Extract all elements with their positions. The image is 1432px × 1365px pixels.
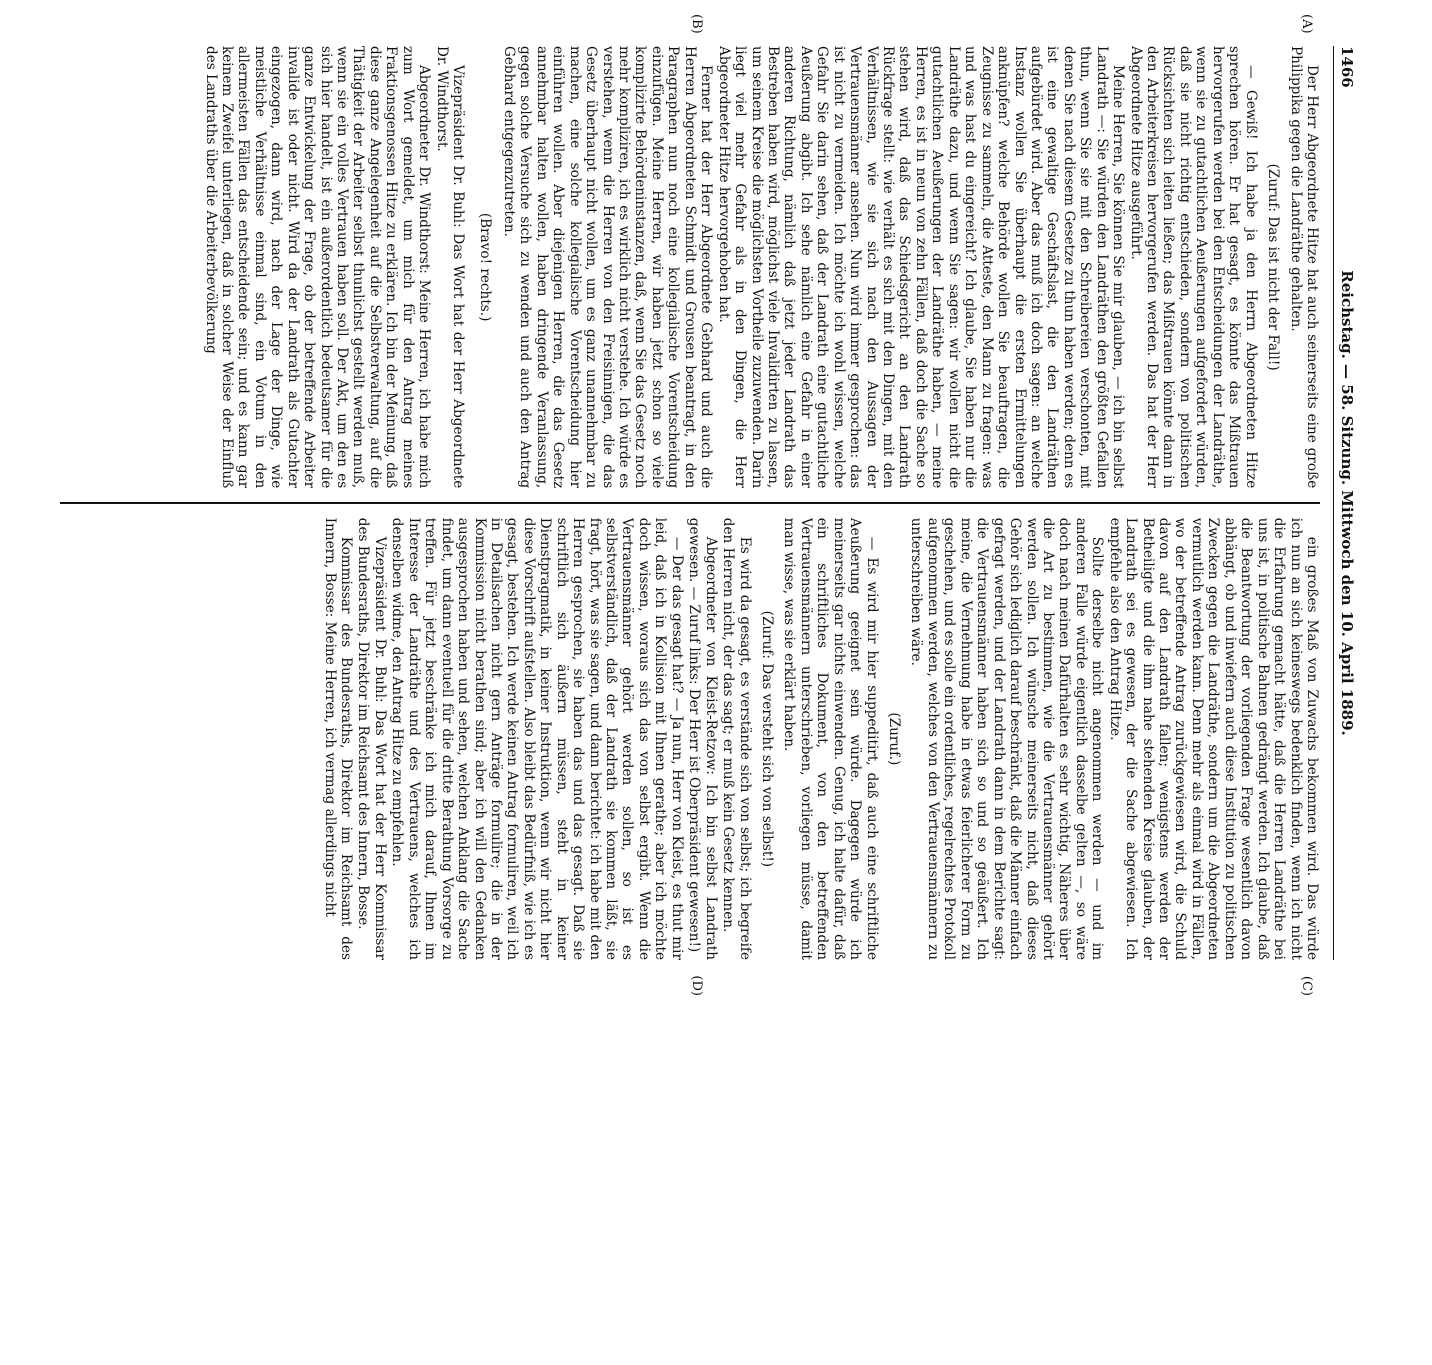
right-column (60, 518, 1320, 960)
paragraph: — Der das gesagt hat? — Ja nun, Herr von Kleist, es thut mir leid, daß ich in Kollision mit Ihnen gerathe; aber ich möchte doch wissen, woraus sich das von selbst ergibt. Wenn die Vertrauensmänner gehört werden sollen, so ist es selbstverständlich, daß der Landrath sie kommen läßt, sie fragt, hört, was sie sagen, und dann berichtet: ich habe mit den Herren gesprochen, sie haben das und das gesagt. Daß sie schriftlich sich äußern müssen, steht in keiner Dienstpragmatik, in keiner Instruktion, wenn wir nicht hier diese Vorschrift aufstellen. Also bleibt das Bedürfniß, wie ich es gesagt, bestehen. Ich werde keinen Antrag formuliren, weil ich in Detailsachen nicht gern Anträge formulire; die in der Kommission nicht berathen sind; aber ich will den Gedanken ausgesprochen haben und sehen, welchen Anklang die Sache findet, um dann eventuell für die dritte Berathung Vorsorge zu treffen. Für jetzt beschränke ich mich darauf, Ihnen im Interesse der Landräthe und des Vertrauens, welches ich denselben widme, den Antrag Hitze zu empfehlen. (389, 517, 685, 960)
paragraph: Der Herr Abgeordnete Hitze hat auch seinerseits eine große Philippika gegen die Landräthe gehalten. (1287, 46, 1320, 489)
paragraph: ein großes Maß von Zuwachs bekommen wird. Das würde ich nun an sich keineswegs bedenklich finden, wenn ich nicht die Erfahrung gemacht hätte, daß die Herren Landräthe bei uns ist, in politische Bahnen gedrängt werden. Ich glaube, daß die Beantwortung der vorliegenden Frage wesentlich davon abhängt, ob und inwiefern auch diese Institution zu politischen Zwecken gegen die Landräthe, sondern um die Abgeordneten vermutlich werden kann. Denn mehr als einmal wird in Fällen, wo der betreffende Antrag zurückgewiesen wird, die Schuld davon auf den Landrath fallen; wenigstens werden der Betheiligte und die ihm nahe stehenden Kreise glauben, der Landrath sei es gewesen, der die Sache abgewiesen. Ich empfehle also den Antrag Hitze. (1106, 517, 1320, 960)
speaker-paragraph: Vizepräsident Dr. Buhl: Das Wort hat der Herr Abgeordnete Dr. Windthorst. (433, 46, 467, 489)
interjection: (Zuruf: Das versteht sich von selbst!) (759, 610, 775, 868)
paragraph: Sollte derselbe nicht angenommen werden — und im anderen Falle würde eigentlich dasselbe gelten —, so wäre doch nach meinen Dafürhalten es sehr wichtig, Näheres über die Art zu bestimmen, wie die Vertrauensmänner gehört werden sollen. Ich wünsche meinerseits nicht, daß dieses Gehör sich lediglich darauf beschränkt, daß die Männer einfach gefragt werden, und der Landrath dann in dem Berichte sagt: die Vertrauensmänner haben sich so und so geäußert. Ich meine, die Vernehmung habe in etwas feierlicherer Form zu geschehen, und es solle ein ordentliches, regelrechtes Protokoll aufgenommen werden, welches von den Vertrauensmännern zu unterschreiben wäre. (908, 517, 1106, 960)
page-header (1333, 46, 1362, 960)
speaker-paragraph: Abgeordneter von Kleist-Retzow: Ich bin selbst Landrath gewesen. — Zuruf links: Der Herr ist Oberpräsident gewesen!) (686, 517, 719, 960)
paragraph: Meine Herren, Sie können Sie mir glauben, — ich bin selbst Landrath —: Sie würden den Landräthen den größten Gefallen thun, wenn Sie sie mit den Schreibereien verschonten, mit denen Sie nach diesem Gesetze zu thun haben werden; denn es ist eine gewaltige Geschäftslast, die den Landräthen aufgebürdet wird. Aber das muß ich doch sagen: an welche Instanz wollen Sie überhaupt die ersten Ermittelungen anknüpfen? welche Behörde wollen Sie beauftragen, die Zeugnisse zu sammeln, die Atteste, den Mann zu fragen: was und was hast du eingereicht? Ich glaube, Sie haben nur die Landräthe dazu, und wenn Sie sagen: wir wollen nicht die gutachtlichen Aeußerungen der Landräthe haben, — meine Herren, es ist in neun von zehn Fällen, daß doch die Sache so stehen wird, daß das Schiedsgericht an den Landrath Rückfrage stellt: wie verhält es sich mit den Dingen, mit den Verhältnissen, wie sie sich nach den Aussagen der Vertrauensmänner ansehen. Nun wird immer gesprochen: das ist nicht zu vermeiden. Ich möchte ich wohl wissen, welche Gefahr Sie darin sehen, daß der Landrath eine gutachtliche Aeußerung abgibt. Ich sehe nämlich eine Gefahr in einer anderen Richtung, nämlich daß jetzt jeder Landrath das Bestreben haben wird, möglichst viele Invalidirten zu lassen, um seinem Kreise die möglichsten Vortheile zuzuwenden. Darin liegt viel mehr Gefahr als in den Dingen, die Herr Abgeordneter Hitze hervorgehoben hat. (715, 46, 1127, 489)
paragraph: — Gewiß! Ich habe ja den Herrn Abgeordneten Hitze sprechen hören. Er hat gesagt, es könnte das Mißtrauen hervorgerufen werden bei den Entscheidungen der Landräthe, wenn sie zu gutachtlichen Aeußerungen aufgefordert würden, daß sie nicht richtig entschieden, sondern von politischen Rücksichten sich leiten ließen; das Mißtrauen könnte dann in den Arbeiterkreisen hervorgerufen werden. Das hat der Herr Abgeordnete Hitze ausgeführt. (1127, 46, 1259, 489)
speaker-paragraph: Vizepräsident Dr. Buhl: Das Wort hat der Herr Kommissar des Bundesraths, Direktor im Reichsamt des Innern, Bosse. (355, 517, 388, 960)
text-columns (60, 46, 1320, 960)
speaker-paragraph: Abgeordneter Dr. Windthorst: Meine Herren, ich habe mich zum Wort gemeldet, um mich für den Antrag meines Fraktionsgenossen Hitze zu erklären. Ich bin der Meinung, daß diese ganze Angelegenheit auf die Selbstverwaltung, auf die Thätigkeit der Arbeiter selbst thunlichst gestellt werden muß, wenn sie ein volles Vertrauen haben soll. Der Akt, um den es sich hier handelt, ist ein außerordentlich bedeutsamer für die ganze Entwickelung der Frage, ob der betreffende Arbeiter invalide ist oder nicht. Wird da der Landrath als Gutachter eingezogen, dann wird, nach der Lage der Dinge, wie meistliche Verhältnisse einmal sind, ein Votum in den allermeisten Fällen das entscheidende sein; und es kann gar keinem Zweifel unterliegen, daß in solcher Weise der Einfluß des Landraths über die Arbeiterbevölkerung (202, 46, 433, 489)
speaker-paragraph: Kommissar des Bundesraths, Direktor im Reichsamt des Innern, Bosse: Meine Herren, ich vermag allerdings nicht (321, 517, 355, 960)
paragraph: — Es wird mir hier suppeditirt, daß auch eine schriftliche Aeußerung geeignet sein würde. Dagegen würde ich meinerseits gar nichts einwenden. Genug, ich halte dafür, daß ein schriftliches Dokument, von den betreffenden Vertrauensmännern unterschrieben, vorliegen müsse, damit man wisse, was sie erklärt haben. (781, 517, 880, 960)
left-column (60, 46, 1320, 488)
page-title: Reichstag. — 58. Sitzung. Mittwoch den 10. April 1889. (1338, 270, 1356, 736)
page-number: 1466 (1338, 46, 1356, 88)
margin-marker-a: (A) (1299, 14, 1314, 34)
digitization-credit (1415, 0, 1432, 1000)
interjection: (Bravo! rechts.) (476, 212, 493, 322)
margin-marker-d: (D) (689, 975, 704, 996)
paragraph: Ferner hat der Herr Abgeordnete Gebhard und auch die Herren Abgeordneten Schmidt und Grousen beantragt, in den Paragraphen nun noch eine kollegialische Vorentscheidung einzufügen. Meine Herren, wir haben jetzt schon so viele komplizirte Behördeninstanzen, daß, wenn Sie das Gesetz noch mehr kompliziren, ich es wirklich nicht verstehe. Ich würde es verstehen, wenn die Herren von den Freisinnigen, die das Gesetz überhaupt nicht wollen, um es ganz unannehmbar zu machen, eine solche kollegialische Vorentscheidung hier einführen wollen. Aber diejenigen Herren, die das Gesetz annehmbar halten wollen, haben dringende Veranlassung, gegen solche Versuche sich zu wenden und auch den Antrag Gebhard entgegenzutreten. (501, 46, 715, 489)
column-rule (60, 502, 1320, 504)
paragraph: Es wird da gesagt, es verstände sich von selbst; ich begreife den Herren nicht, der das sagt; er muß kein Gesetz kennen. (720, 517, 753, 960)
margin-marker-c: (C) (1299, 975, 1314, 996)
interjection: (Zuruf.) (886, 712, 903, 766)
margin-marker-b: (B) (689, 14, 704, 34)
interjection: (Zuruf: Das ist nicht der Fall!) (1265, 163, 1282, 371)
